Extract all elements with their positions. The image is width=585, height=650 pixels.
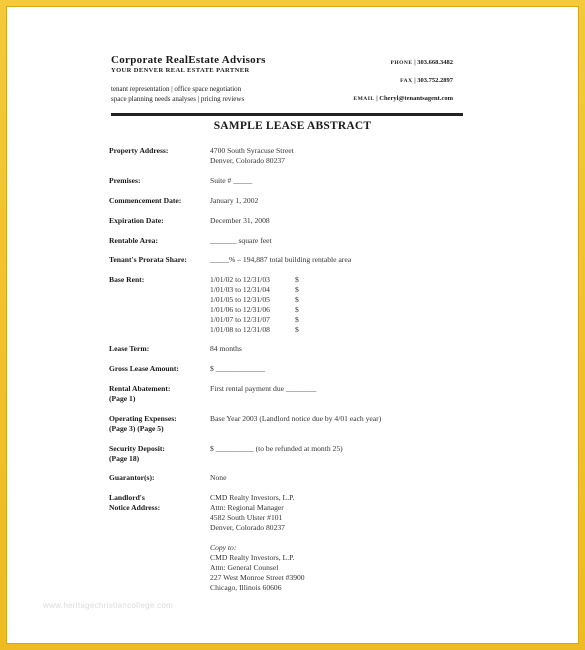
address-line: 4582 South Ulster #101 [210, 513, 283, 522]
label-line: Landlord's [109, 493, 145, 502]
label-line: (Page 1) [109, 394, 136, 403]
field-value: 84 months [210, 344, 242, 353]
rent-period: 1/01/07 to 12/31/07 [210, 315, 270, 324]
field-value: First rental payment due ________ [210, 384, 317, 393]
table-row [210, 315, 299, 325]
label-line: (Page 3) (Page 5) [109, 424, 164, 433]
address-line: Attn: General Counsel [210, 563, 279, 572]
field-label: Lease Term: [109, 344, 150, 353]
email-label: EMAIL [353, 96, 375, 102]
services-line: space planning needs analyses | pricing reviews [111, 95, 245, 103]
table-row [210, 275, 299, 285]
rent-amount: $ [295, 305, 299, 314]
rent-amount: $ [295, 295, 299, 304]
rent-period: 1/01/08 to 12/31/08 [210, 325, 270, 334]
address-line: 4700 South Syracuse Street [210, 146, 294, 155]
field-label: Rentable Area: [109, 236, 158, 245]
rent-period: 1/01/03 to 12/31/04 [210, 285, 270, 294]
field-value: Base Year 2003 (Landlord notice due by 4/01 each year) [210, 414, 382, 423]
fax-label: FAX [400, 78, 413, 84]
field-label [109, 444, 205, 464]
phone-line [391, 59, 454, 66]
label-line: Security Deposit: [109, 444, 165, 453]
field-value: _______ square feet [210, 236, 272, 245]
address-line: CMD Realty Investors, L.P. [210, 553, 295, 562]
field-value: _____% – 194,887 total building rentable area [210, 255, 352, 264]
field-label: Expiration Date: [109, 216, 164, 225]
field-label: Commencement Date: [109, 196, 182, 205]
services-line: tenant representation | office space negotiation [111, 85, 242, 93]
label-line: (Page 18) [109, 454, 140, 463]
table-row [210, 285, 299, 295]
table-row [210, 305, 299, 315]
rent-period: 1/01/06 to 12/31/06 [210, 305, 270, 314]
address-line: CMD Realty Investors, L.P. [210, 493, 295, 502]
rent-amount: $ [295, 285, 299, 294]
field-label [109, 384, 205, 404]
address-line: Denver, Colorado 80237 [210, 156, 285, 165]
rent-amount: $ [295, 325, 299, 334]
address-line: Attn: Regional Manager [210, 503, 284, 512]
fax-number: | 303.752.2897 [414, 77, 453, 84]
header-divider [111, 113, 463, 116]
field-label [109, 493, 205, 513]
field-value: January 1, 2002 [210, 196, 259, 205]
table-row [210, 325, 299, 335]
fax-line [400, 77, 453, 84]
field-value [210, 146, 540, 166]
phone-number: | 303.668.3482 [414, 59, 453, 66]
phone-label: PHONE [390, 60, 413, 66]
field-value: None [210, 473, 227, 482]
field-value: Suite # _____ [210, 176, 253, 185]
field-value [210, 275, 540, 335]
field-label [109, 414, 205, 434]
document-title: SAMPLE LEASE ABSTRACT [213, 120, 372, 132]
rent-period: 1/01/05 to 12/31/05 [210, 295, 270, 304]
field-label: Gross Lease Amount: [109, 364, 179, 373]
field-value: $ __________ (to be refunded at month 25) [210, 444, 343, 453]
label-line: Rental Abatement: [109, 384, 171, 393]
field-value [210, 493, 540, 593]
rent-period: 1/01/02 to 12/31/03 [210, 275, 270, 284]
field-label: Base Rent: [109, 275, 145, 284]
watermark-text: www.heritagechristiancollege.com [43, 601, 174, 610]
copy-to-label: Copy to: [210, 543, 237, 552]
label-line: Notice Address: [109, 503, 161, 512]
address-line: 227 West Monroe Street #3900 [210, 573, 305, 582]
rent-amount: $ [295, 275, 299, 284]
field-value: $ _____________ [210, 364, 266, 373]
label-line: Operating Expenses: [109, 414, 177, 423]
field-value: December 31, 2008 [210, 216, 270, 225]
document-page [7, 7, 578, 643]
company-name: Corporate RealEstate Advisors [111, 54, 266, 66]
address-line: Denver, Colorado 80237 [210, 523, 285, 532]
field-label: Tenant's Prorata Share: [109, 255, 187, 264]
field-label: Guarantor(s): [109, 473, 155, 482]
base-rent-schedule [210, 275, 299, 335]
email-address: | Cheryl@tenantsagent.com [376, 95, 453, 102]
services-list [111, 84, 244, 104]
rent-amount: $ [295, 315, 299, 324]
field-label: Property Address: [109, 146, 169, 155]
table-row [210, 295, 299, 305]
company-tagline: YOUR DENVER REAL ESTATE PARTNER [111, 67, 250, 74]
field-label: Premises: [109, 176, 141, 185]
address-line: Chicago, Illinois 60606 [210, 583, 282, 592]
email-line [353, 95, 453, 102]
